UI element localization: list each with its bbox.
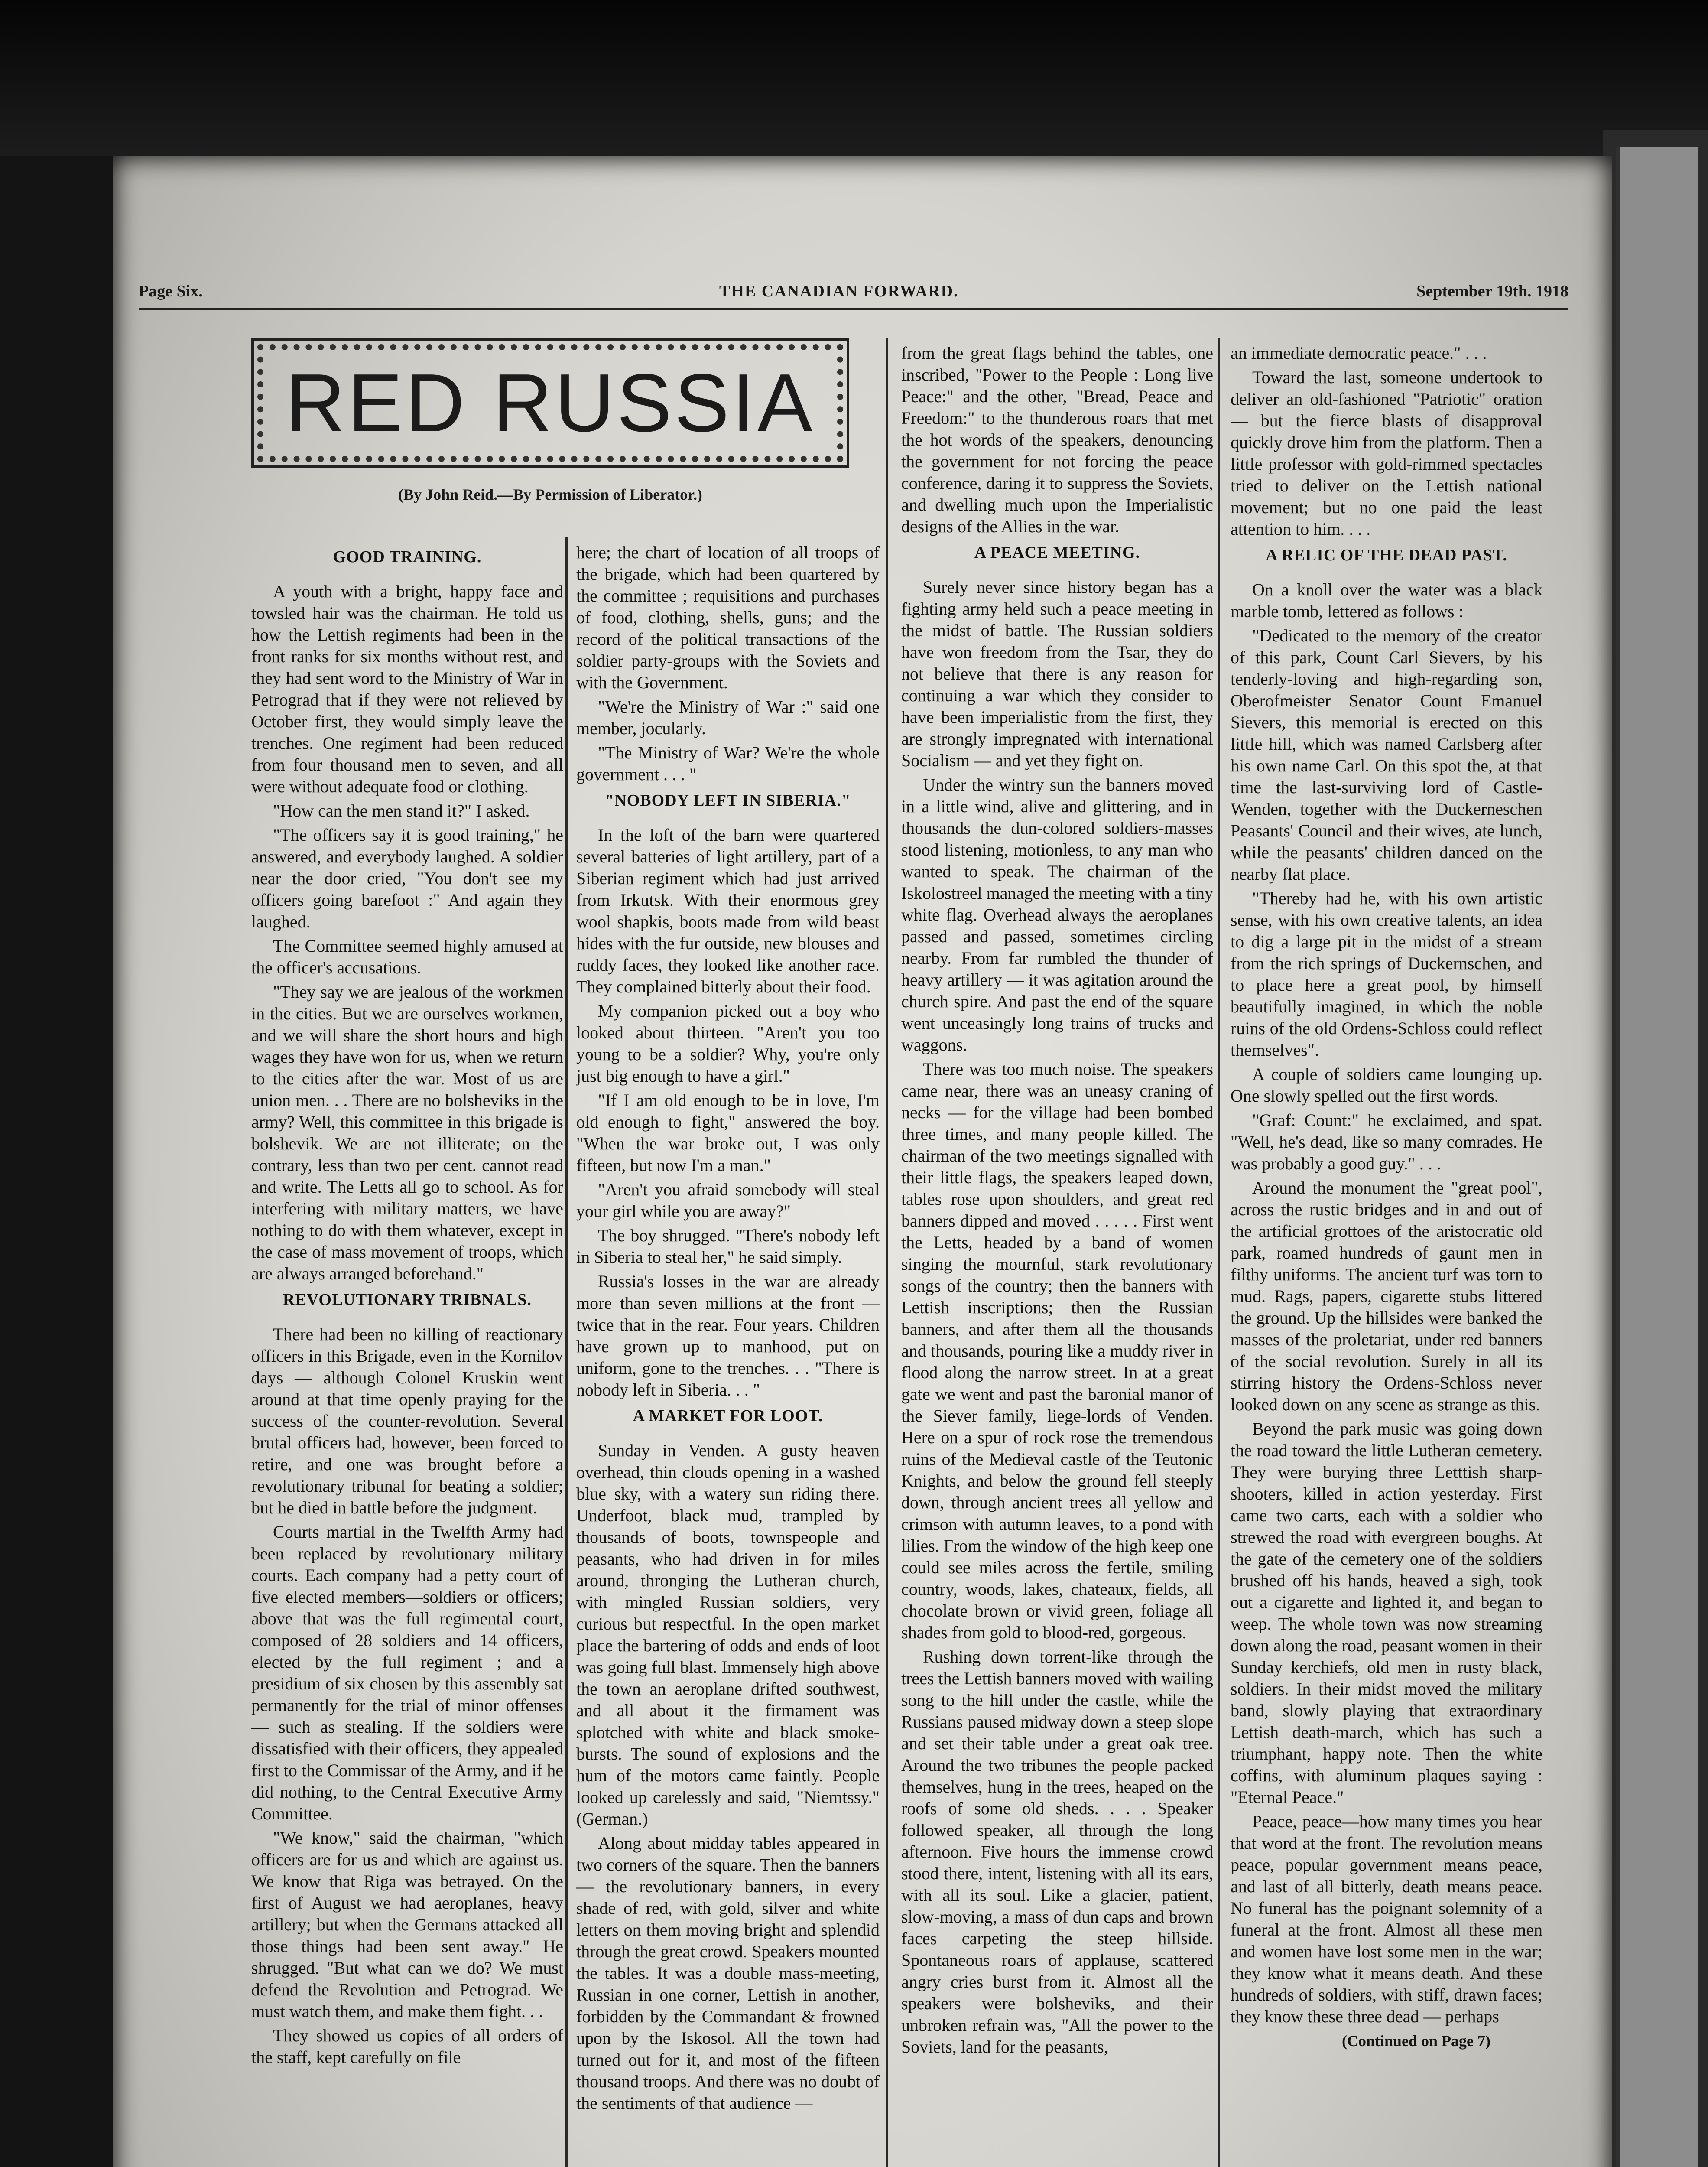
- paragraph: "The officers say it is good training," he answered, and everybody laughed. A soldier near the door cried, "You don't see my officers going barefoot :" And again they laughed.: [251, 825, 563, 931]
- article-title-box: [251, 338, 849, 468]
- page-header: [139, 282, 1568, 308]
- paragraph: Russia's losses in the war are already more than seven millions at the front — twice that in the rear. Four years. Children have grown up to manhood, put on uniform, gone to the trenches. . . "There is nobody left in Siberia. . . ": [576, 1272, 880, 1399]
- paragraph: "If I am old enough to be in love, I'm old enough to fight," answered the boy. "When the war broke out, I was only fifteen, but now I'm a man.": [576, 1090, 880, 1175]
- paragraph: Along about midday tables appeared in two corners of the square. Then the banners— the revolutionary banners, in every shade of red, with gold, silver and white letters on them moving bright and splendid through the great crowd. Speakers mounted the tables. It was a double mass-meeting, Russian in one corner, Lettish in another, forbidden by the Commandant & frowned upon by the Iskosol. All the town had turned out for it, and most of the fifteen thousand troops. And there was no doubt of the sentiments of that audience —: [576, 1833, 880, 2113]
- article-byline: (By John Reid.—By Permission of Liberator.): [398, 486, 702, 503]
- section-heading: A RELIC OF THE DEAD PAST.: [1266, 546, 1507, 564]
- paragraph: In the loft of the barn were quartered several batteries of light artillery, part of a Siberian regiment which had just arrived from Irkutsk. With their enormous grey wool shapkis, boots made from wild beast hides with the fur outside, new blouses and ruddy faces, they looked like another race. They complained bitterly about their food.: [576, 825, 880, 996]
- scan-border-top: [0, 0, 1708, 156]
- paragraph: an immediate democratic peace." . . .: [1231, 343, 1487, 363]
- section-heading: A MARKET FOR LOOT.: [633, 1407, 823, 1425]
- paragraph: here; the chart of location of all troops of the brigade, which had been quartered by the committee ; requisitions and purchases of food, clothing, shells, guns; and the record of the political transactions of the soldier party-groups with the Soviets and with the Government.: [576, 543, 880, 692]
- paragraph: Surely never since history began has a fighting army held such a peace meeting in the midst of battle. The Russian soldiers have won freedom from the Tsar, they do not believe that there is any reason for continuing a war which they consider to have been imperialistic from the first, they are strongly impregnated with international Socialism — and yet they fight on.: [901, 577, 1213, 770]
- page-number: Page Six.: [139, 282, 203, 300]
- paragraph: My companion picked out a boy who looked about thirteen. "Aren't you too young to be a soldier? Why, you're only just big enough to have a girl.": [576, 1001, 880, 1086]
- column-2: [576, 542, 880, 2167]
- paragraph: Peace, peace—how many times you hear that word at the front. The revolution means peace, popular government means peace, and last of all bitterly, death means peace. No funeral has the poignant solemnity of a funeral at the front. Almost all these men and women have lost some men in the war; they know what it means death. And these hundreds of soldiers, with stiff, drawn faces; they know these three dead — perhaps: [1231, 1812, 1542, 2026]
- paragraph: from the great flags behind the tables, one inscribed, "Power to the People : Long live Peace:" and the other, "Bread, Peace and Freedom:" to the thunderous roars that met the hot words of the speakers, denouncing the government for not forcing the peace conference, daring it to suppress the Soviets, and dwelling much upon the Imperialistic designs of the Allies in the war.: [901, 343, 1213, 536]
- paragraph: There had been no killing of reactionary officers in this Brigade, even in the Kornilov days — although Colonel Kruskin went around at that time openly praying for the success of the counter-revolution. Several brutal officers had, however, been forced to retire, and one was brought before a revolutionary tribunal for beating a soldier; but he died in battle before the judgment.: [251, 1324, 563, 1517]
- paragraph: "Dedicated to the memory of the creator of this park, Count Carl Sievers, by his tenderly-loving and high-regarding son, Oberofmeister Senator Count Emanuel Sievers, this memorial is erected on this little hill, which was named Carlsberg after his own name Carl. On this spot the, at that time the last-surviving lord of Castle-Wenden, together with the Duckerneschen Peasants' Council and their wives, ate lunch, while the peasants' children danced on the nearby flat place.: [1231, 626, 1542, 884]
- paragraph: Sunday in Venden. A gusty heaven overhead, thin clouds opening in a washed blue sky, with a watery sun riding there. Underfoot, black mud, trampled by thousands of boots, townspeople and peasants, who had driven in for miles around, thronging the Lutheran church, with mingled Russian soldiers, very curious but respectful. In the open market place the bartering of odds and ends of loot was going full blast. Immensely high above the town an aeroplane drifted southwest, and all about it the firmament was splotched with white and black smoke-bursts. The sound of explosions and the hum of the motors came faintly. People looked up carelessly and said, "Niemtssy." (German.): [576, 1441, 880, 1829]
- issue-date: September 19th. 1918: [1416, 282, 1568, 300]
- paragraph: Rushing down torrent-like through the trees the Lettish banners moved with wailing song to the hill under the castle, while the Russians paused midway down a steep slope and set their table under a great oak tree. Around the two tribunes the people packed themselves, hung in the trees, heaped on the roofs of some old sheds. . . . Speaker followed speaker, all through the long afternoon. Five hours the immense crowd stood there, intent, listening with all its ears, with all its soul. Like a glacier, patient, slow-moving, a mass of dun caps and brown faces carpeting the steep hillside. Spontaneous roars of applause, scattered angry cries burst from it. Almost all the speakers were bolsheviks, and their unbroken refrain was, "All the power to the Soviets, land for the peasants,: [901, 1647, 1213, 2056]
- section-heading: "NOBODY LEFT IN SIBERIA.": [605, 791, 851, 810]
- column-3: [901, 342, 1213, 2167]
- paragraph: "Thereby had he, with his own artistic sense, with his own creative talents, an idea to dig a large pit in the midst of a stream from the rich springs of Duckernschen, and to place here a great pool, by himself beautifully imagined, in which the noble ruins of the old Ordens-Schloss could reflect themselves".: [1231, 888, 1542, 1060]
- header-rule: [139, 308, 1568, 310]
- section-heading: A PEACE MEETING.: [974, 543, 1140, 562]
- newspaper-name: THE CANADIAN FORWARD.: [719, 282, 959, 300]
- paragraph: Beyond the park music was going down the road toward the little Lutheran cemetery. They were burying three Letttish sharp-shooters, killed in action yesterday. First came two carts, each with a soldier who strewed the road with evergreen boughs. At the gate of the cemetery one of the soldiers brushed off his hands, heaved a sigh, took out a cigarette and lighted it, and began to weep. The whole town was now streaming down along the road, peasant women in their Sunday kerchiefs, old men in rusty black, soldiers. In their midst moved the military band, slowly playing that extraordinary Lettish death-march, which has such a triumphant, happy note. Then the white coffins, with aluminum plaques saying : "Eternal Peace.": [1231, 1419, 1542, 1807]
- column-4: [1231, 342, 1542, 2167]
- column-rule: [565, 537, 568, 2167]
- paragraph: Around the monument the "great pool", across the rustic bridges and in and out of the artificial grottoes of the aristocratic old park, roamed hundreds of gaunt men in filthy uniforms. The ancient turf was torn to mud. Rags, papers, cigarette stubs littered the ground. Up the hillsides were banked the masses of the proletariat, under red banners of the social revolution. Surely in all its stirring history the Ordens-Schloss never looked down on any scene as strange as this.: [1231, 1178, 1542, 1414]
- paragraph: "How can the men stand it?" I asked.: [273, 801, 530, 820]
- paragraph: "We're the Ministry of War :" said one member, jocularly.: [576, 697, 880, 738]
- section-heading: GOOD TRAINING.: [333, 548, 482, 566]
- article-title: RED RUSSIA: [286, 357, 815, 449]
- paragraph: A youth with a bright, happy face and towsled hair was the chairman. He told us how the Lettish regiments had been in the front ranks for six months without rest, and they had sent word to the Ministry of War in Petrograd that if they were not relieved by October first, they would simply leave the trenches. One regiment had been reduced from four thousand men to seven, and all were without adequate food or clothing.: [251, 582, 563, 796]
- column-rule: [886, 338, 888, 2167]
- paragraph: The boy shrugged. "There's nobody left in Siberia to steal her," he said simply.: [576, 1226, 880, 1267]
- paragraph: On a knoll over the water was a black marble tomb, lettered as follows :: [1231, 580, 1542, 621]
- paragraph: "Aren't you afraid somebody will steal your girl while you are away?": [576, 1180, 880, 1221]
- paragraph: Under the wintry sun the banners moved in a little wind, alive and glittering, and in thousands the dun-colored soldiers-masses stood listening, motionless, to any man who wanted to speak. The chairman of the Iskolostreel managed the meeting with a tiny white flag. Overhead always the aeroplanes passed and passed, sometimes circling nearby. From far rumbled the thunder of heavy artillery — it was agitation around the church spire. And past the end of the square went unceasingly long trains of trucks and waggons.: [901, 775, 1213, 1054]
- adjacent-page-edge: [1616, 147, 1698, 2167]
- paragraph: "We know," said the chairman, "which officers are for us and which are against us. We know that Riga was betrayed. On the first of August we had aeroplanes, heavy artillery; but when the Germans attacked all those things had been sent away." He shrugged. "But what can we do? We must defend the Revolution and Petrograd. We must watch them, and make them fight. . .: [251, 1828, 563, 2021]
- paragraph: A couple of soldiers came lounging up. One slowly spelled out the first words.: [1231, 1064, 1542, 1106]
- column-rule: [1218, 338, 1220, 2167]
- continued-note: (Continued on Page 7): [1341, 2032, 1490, 2050]
- paragraph: There was too much noise. The speakers came near, there was an uneasy craning of necks — for the village had been bombed three times, and many people killed. The chairman of the two meetings signalled with their little flags, the speakers leaped down, tables rose upon shoulders, and great red banners dipped and moved . . . . . First went the Letts, headed by a band of women singing the mournful, stark revolutionary songs of the country; then the banners with Lettish inscriptions; then the Russian banners, and after them all the thousands and thousands, pouring like a muddy river in flood along the narrow street. In at a great gate we went and past the baronial manor of the Siever family, liege-lords of Venden. Here on a spur of rock rose the tremendous ruins of the Medieval castle of the Teutonic Knights, and below the ground fell steeply down, through ancient trees all yellow and crimson with autumn leaves, to a pond with lilies. From the window of the high keep one could see miles across the fertile, smiling country, woods, lakes, chateaux, fields, all chocolate brown or vivid green, foliage all shades from gold to blood-red, gorgeous.: [901, 1059, 1213, 1642]
- paragraph: "They say we are jealous of the workmen in the cities. But we are ourselves workmen, and we will share the short hours and high wages they have won for us, when we return to the cities after the war. Most of us are union men. . . There are no bolsheviks in the army? Well, this committee in this brigade is bolshevik. We are not illiterate; on the contrary, less than two per cent. cannot read and write. The Letts all go to school. As for interfering with military matters, we have nothing to do with them whatever, except in the case of mass movement of troops, which are always arranged beforehand.": [251, 982, 563, 1283]
- column-1: [251, 542, 563, 2167]
- paragraph: Courts martial in the Twelfth Army had been replaced by revolutionary military courts. Each company had a petty court of five elected members—soldiers or officers; above that was the full regimental court, composed of 28 soldiers and 14 officers, elected by the full regiment ; and a presidium of six chosen by this assembly sat permanently for the trial of minor offenses — such as stealing. If the soldiers were dissatisfied with their officers, they appealed first to the Commissar of the Army, and if he did nothing, to the Central Executive Army Committee.: [251, 1522, 563, 1823]
- paragraph: They showed us copies of all orders of the staff, kept carefully on file: [251, 2026, 563, 2067]
- paragraph: "The Ministry of War? We're the whole government . . . ": [576, 743, 880, 784]
- paragraph: Toward the last, someone undertook to deliver an old-fashioned "Patriotic" oration — but the fierce blasts of disapproval quickly drove him from the platform. Then a little professor with gold-rimmed spectacles tried to deliver on the Lettish national movement; but no one paid the least attention to him. . . .: [1231, 368, 1542, 539]
- paragraph: "Graf: Count:" he exclaimed, and spat. "Well, he's dead, like so many comrades. He was probably a good guy." . . .: [1231, 1110, 1542, 1173]
- paragraph: The Committee seemed highly amused at the officer's accusations.: [251, 936, 563, 977]
- section-heading: REVOLUTIONARY TRIBNALS.: [283, 1291, 532, 1309]
